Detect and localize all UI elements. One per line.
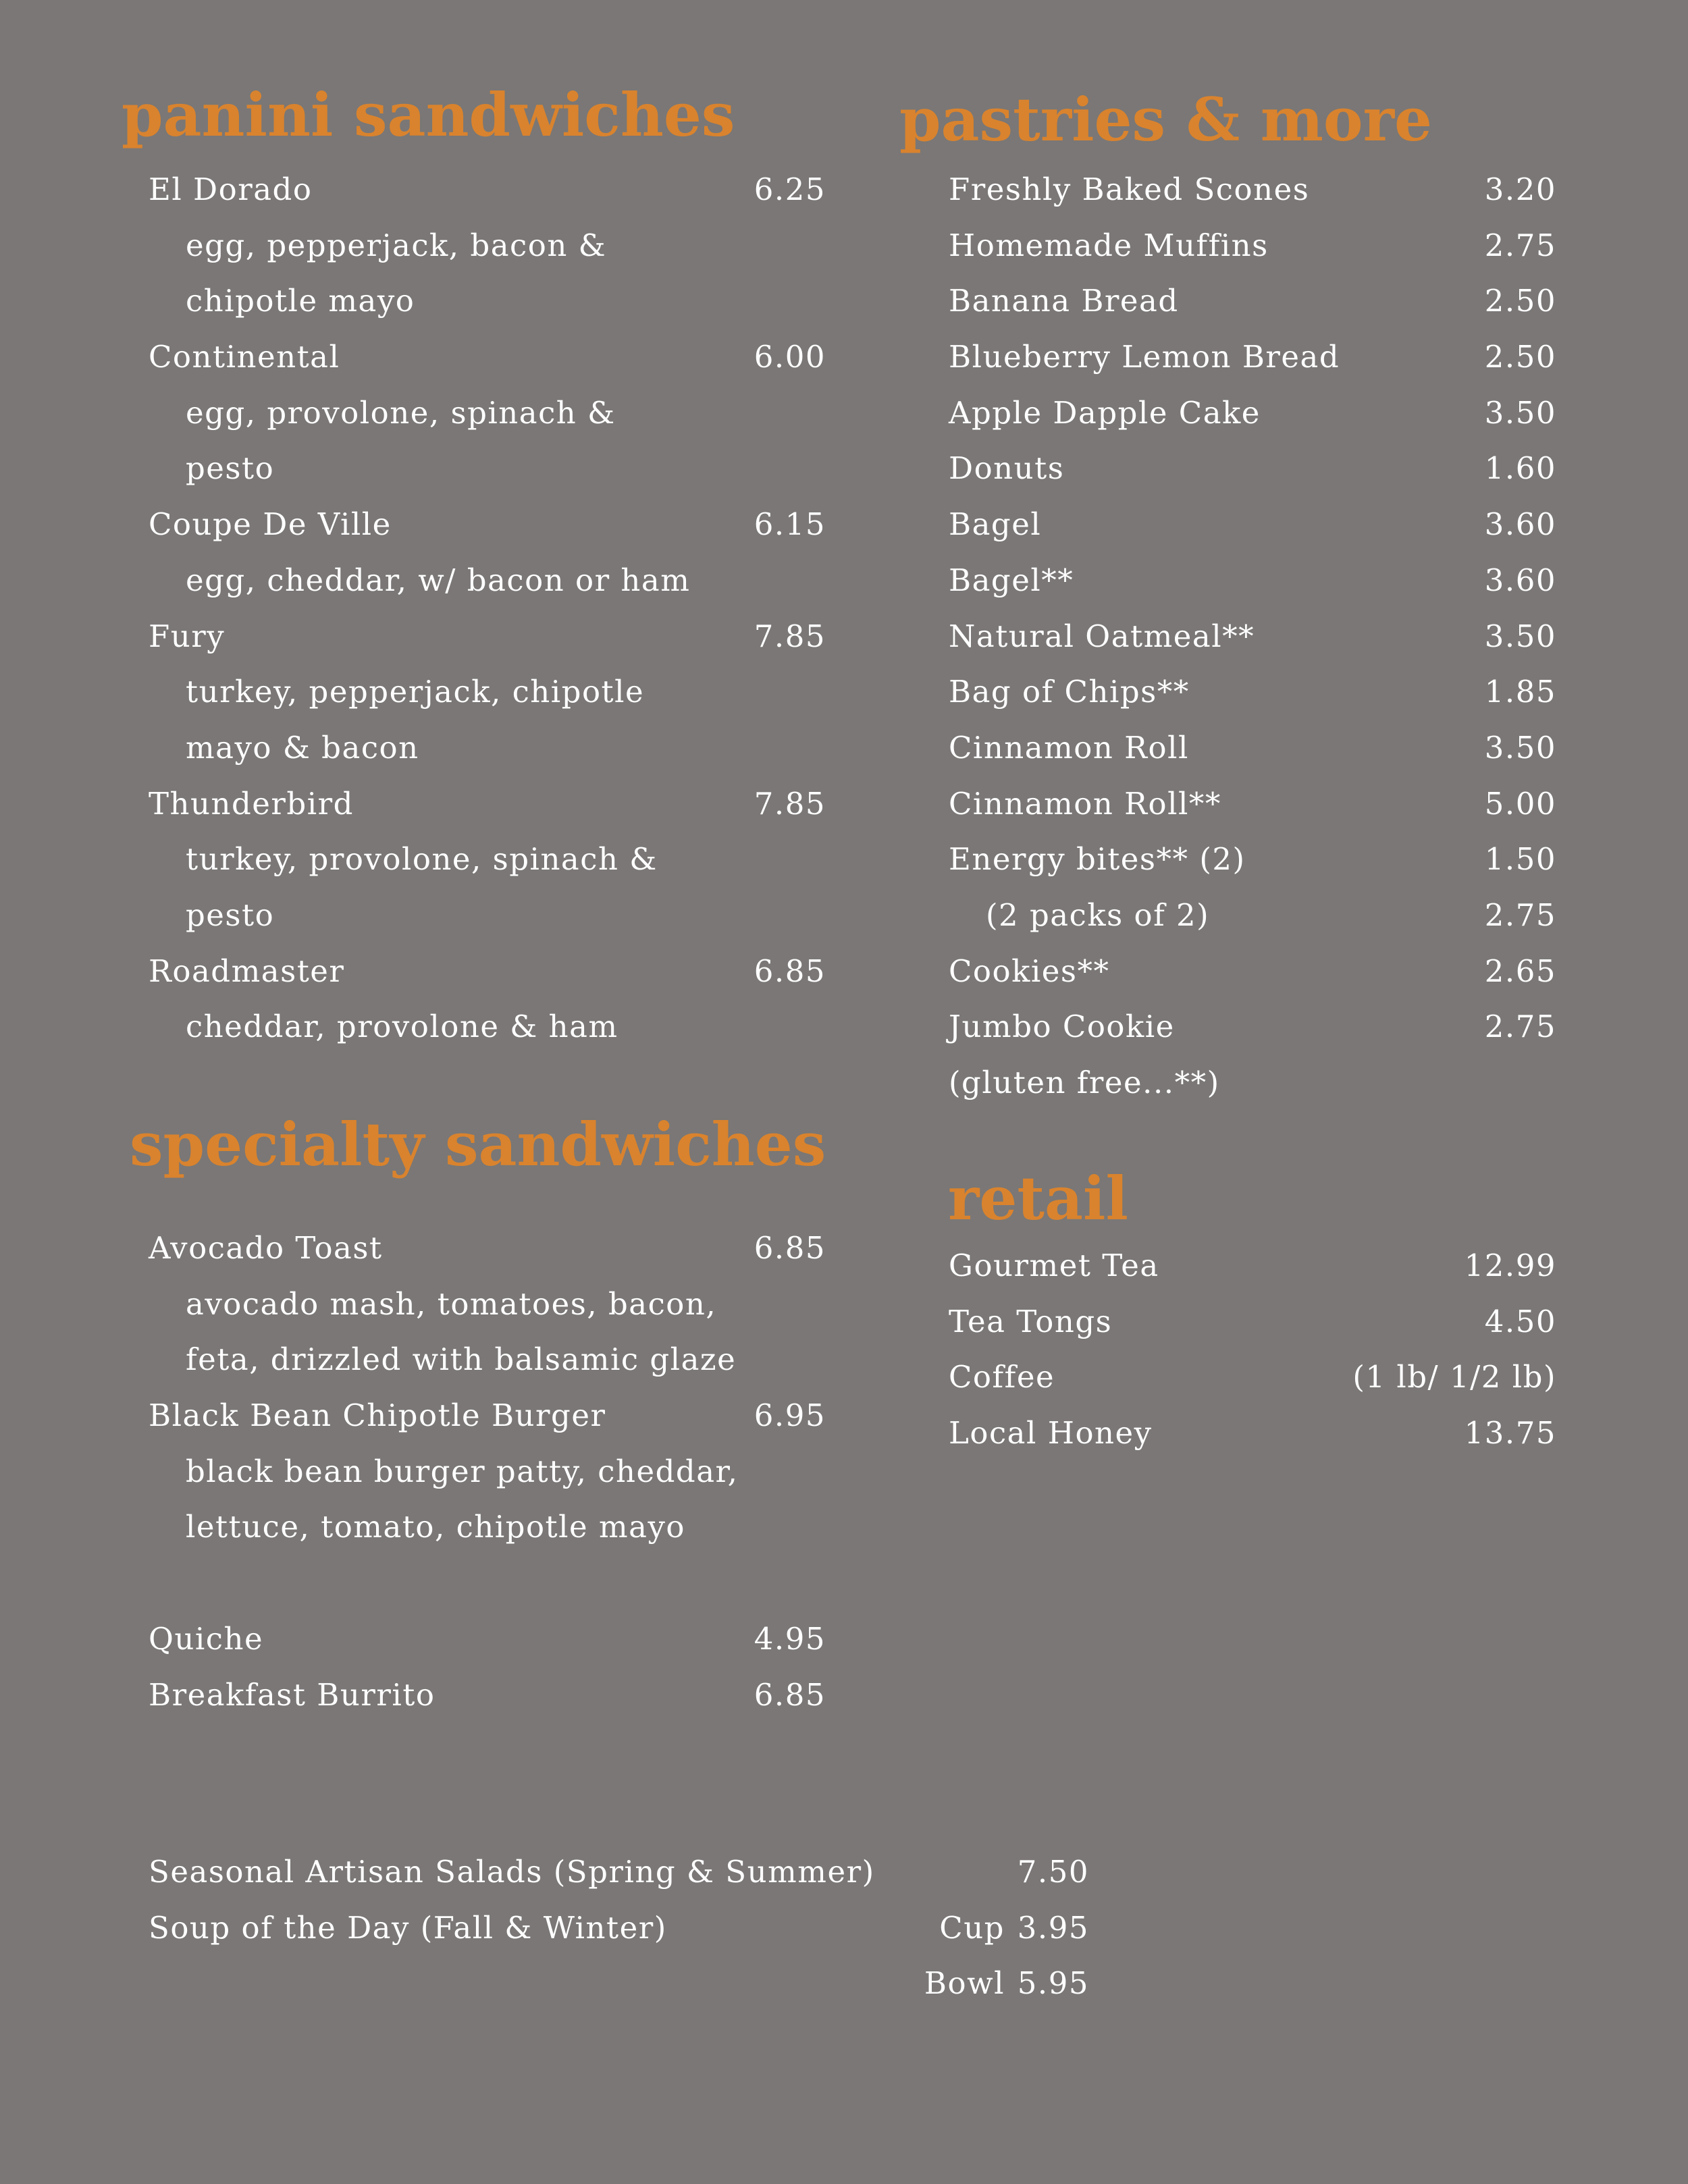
- size-label: Bowl: [924, 1965, 1005, 2002]
- item-description: [149, 1499, 826, 1555]
- item-name: Coffee: [949, 1359, 1055, 1395]
- item-price: 1.50: [1484, 841, 1556, 878]
- item-description: [149, 832, 826, 888]
- item-name: Bag of Chips**: [949, 674, 1190, 710]
- menu-item: [949, 385, 1556, 442]
- description-line: lettuce, tomato, chipotle mayo: [186, 1509, 685, 1545]
- item-price: 7.85: [754, 618, 826, 654]
- menu-item: [949, 832, 1556, 888]
- item-name: Banana Bread: [949, 283, 1179, 319]
- menu-item: [949, 720, 1556, 776]
- item-name: Tea Tongs: [949, 1303, 1113, 1339]
- menu-item: [949, 162, 1556, 218]
- item-price: 6.85: [754, 1676, 826, 1713]
- item-name: (gluten free...**): [949, 1065, 1220, 1100]
- item-price: 13.75: [1464, 1415, 1556, 1451]
- item-name: Bagel**: [949, 562, 1074, 598]
- item-price: 1.85: [1484, 674, 1556, 710]
- item-name: Seasonal Artisan Salads (Spring & Summer): [149, 1854, 875, 1890]
- menu-item: [949, 944, 1556, 1000]
- item-name: Thunderbird: [149, 785, 354, 822]
- pastries-heading: pastries & more: [899, 84, 1432, 155]
- item-name: Quiche: [149, 1620, 264, 1657]
- item-price: 3.60: [1484, 506, 1556, 543]
- item-price: 3.20: [1484, 171, 1556, 207]
- panini-heading: panini sandwiches: [122, 80, 735, 150]
- menu-item: [149, 1844, 1089, 1900]
- specialty-list: [149, 1221, 826, 1723]
- description-line: cheddar, provolone & ham: [186, 1009, 618, 1045]
- size-label: Cup: [939, 1909, 1005, 1946]
- item-name: Gourmet Tea: [949, 1248, 1159, 1283]
- menu-item: [949, 553, 1556, 609]
- pastries-list: [949, 162, 1556, 1111]
- item-description: [149, 1444, 826, 1500]
- retail-list: [949, 1238, 1556, 1462]
- menu-item: [949, 609, 1556, 665]
- description-line: black bean burger patty, cheddar,: [186, 1453, 739, 1489]
- menu-item: [949, 1406, 1556, 1462]
- menu-item: [949, 1238, 1556, 1294]
- menu-item: [949, 776, 1556, 832]
- item-price: 2.50: [1484, 283, 1556, 319]
- menu-item: [149, 329, 826, 385]
- item-price: 2.75: [1484, 227, 1556, 263]
- item-description: [149, 1277, 826, 1333]
- description-line: feta, drizzled with balsamic glaze: [186, 1341, 737, 1378]
- menu-item: [149, 1956, 1089, 2012]
- menu-item: [149, 944, 826, 1000]
- item-name: Homemade Muffins: [949, 227, 1269, 263]
- item-price: 2.75: [1484, 897, 1556, 933]
- description-line: turkey, provolone, spinach &: [186, 841, 658, 878]
- item-price: 3.95: [1017, 1909, 1089, 1946]
- item-price: 3.50: [1484, 394, 1556, 431]
- item-description: [149, 1332, 826, 1388]
- item-description: [149, 553, 826, 609]
- description-line: egg, cheddar, w/ bacon or ham: [186, 562, 691, 598]
- soup-salad-list: [149, 1844, 1089, 2012]
- menu-item: [949, 1350, 1556, 1406]
- item-description: [149, 218, 826, 274]
- item-price: 6.85: [754, 1230, 826, 1266]
- item-price: 1.60: [1484, 450, 1556, 487]
- item-name: (2 packs of 2): [986, 897, 1210, 933]
- item-name: Roadmaster: [149, 953, 345, 989]
- description-line: mayo & bacon: [186, 729, 419, 766]
- menu-item: [949, 273, 1556, 329]
- description-line: egg, provolone, spinach &: [186, 394, 616, 431]
- menu-item: [949, 497, 1556, 553]
- retail-heading: retail: [948, 1163, 1128, 1233]
- item-price: 12.99: [1464, 1248, 1556, 1283]
- item-name: Coupe De Ville: [149, 506, 392, 543]
- menu-item: [149, 1668, 826, 1724]
- item-name: Breakfast Burrito: [149, 1676, 436, 1713]
- item-name: Apple Dapple Cake: [949, 394, 1261, 431]
- item-name: El Dorado: [149, 171, 313, 207]
- description-line: egg, pepperjack, bacon &: [186, 227, 607, 263]
- item-description: [149, 888, 826, 944]
- menu-item: [149, 1900, 1089, 1956]
- menu-item: [949, 218, 1556, 274]
- menu-item: [149, 609, 826, 665]
- item-description: [149, 664, 826, 720]
- menu-item: [949, 664, 1556, 720]
- item-price: 3.50: [1484, 618, 1556, 654]
- menu-item: [949, 441, 1556, 497]
- menu-item: [149, 776, 826, 832]
- menu-item: [949, 1294, 1556, 1350]
- description-line: pesto: [186, 897, 275, 933]
- item-description: [149, 999, 826, 1055]
- menu-item: [149, 1388, 826, 1444]
- description-line: avocado mash, tomatoes, bacon,: [186, 1285, 717, 1322]
- item-name: Natural Oatmeal**: [949, 618, 1255, 654]
- description-line: pesto: [186, 450, 275, 487]
- menu-item: [149, 497, 826, 553]
- item-name: Avocado Toast: [149, 1230, 383, 1266]
- item-name: Black Bean Chipotle Burger: [149, 1397, 606, 1434]
- item-name: Local Honey: [949, 1415, 1153, 1451]
- menu-item: [149, 1612, 826, 1668]
- menu-item: [149, 1221, 826, 1277]
- item-description: [149, 720, 826, 776]
- item-description: [149, 441, 826, 497]
- item-name: Blueberry Lemon Bread: [949, 339, 1340, 375]
- description-line: chipotle mayo: [186, 283, 415, 319]
- item-name: Jumbo Cookie: [949, 1009, 1175, 1045]
- item-name: Freshly Baked Scones: [949, 171, 1310, 207]
- item-price: 6.00: [754, 339, 826, 375]
- item-description: [149, 385, 826, 442]
- item-price: 2.50: [1484, 339, 1556, 375]
- item-name: Soup of the Day (Fall & Winter): [149, 1909, 667, 1946]
- item-price: 7.50: [1017, 1854, 1089, 1890]
- item-price: 6.85: [754, 953, 826, 989]
- item-name: Cinnamon Roll**: [949, 785, 1221, 822]
- item-price: 3.60: [1484, 562, 1556, 598]
- item-name: Continental: [149, 339, 340, 375]
- item-name: Cookies**: [949, 953, 1110, 989]
- menu-item: [949, 888, 1556, 944]
- menu-item: [949, 329, 1556, 385]
- item-price: 3.50: [1484, 729, 1556, 766]
- item-price: 5.95: [1017, 1965, 1089, 2002]
- item-price: 4.50: [1484, 1303, 1556, 1339]
- item-price: 2.75: [1484, 1009, 1556, 1045]
- description-line: turkey, pepperjack, chipotle: [186, 674, 645, 710]
- item-name: Fury: [149, 618, 226, 654]
- item-price: (1 lb/ 1/2 lb): [1352, 1359, 1556, 1395]
- item-price: 7.85: [754, 785, 826, 822]
- panini-list: [149, 162, 826, 1055]
- spacer: [149, 1555, 826, 1612]
- menu-item: [949, 999, 1556, 1055]
- item-price: 4.95: [754, 1620, 826, 1657]
- item-price: 6.25: [754, 171, 826, 207]
- specialty-heading: specialty sandwiches: [130, 1109, 826, 1179]
- menu-item: [149, 162, 826, 218]
- item-name: Cinnamon Roll: [949, 729, 1189, 766]
- menu-item: [949, 1055, 1556, 1111]
- item-price: 2.65: [1484, 953, 1556, 989]
- item-name: Energy bites** (2): [949, 841, 1246, 878]
- item-name: Donuts: [949, 450, 1065, 487]
- item-description: [149, 273, 826, 329]
- item-price: 5.00: [1484, 785, 1556, 822]
- item-price: 6.95: [754, 1397, 826, 1434]
- item-name: Bagel: [949, 506, 1042, 543]
- item-price: 6.15: [754, 506, 826, 543]
